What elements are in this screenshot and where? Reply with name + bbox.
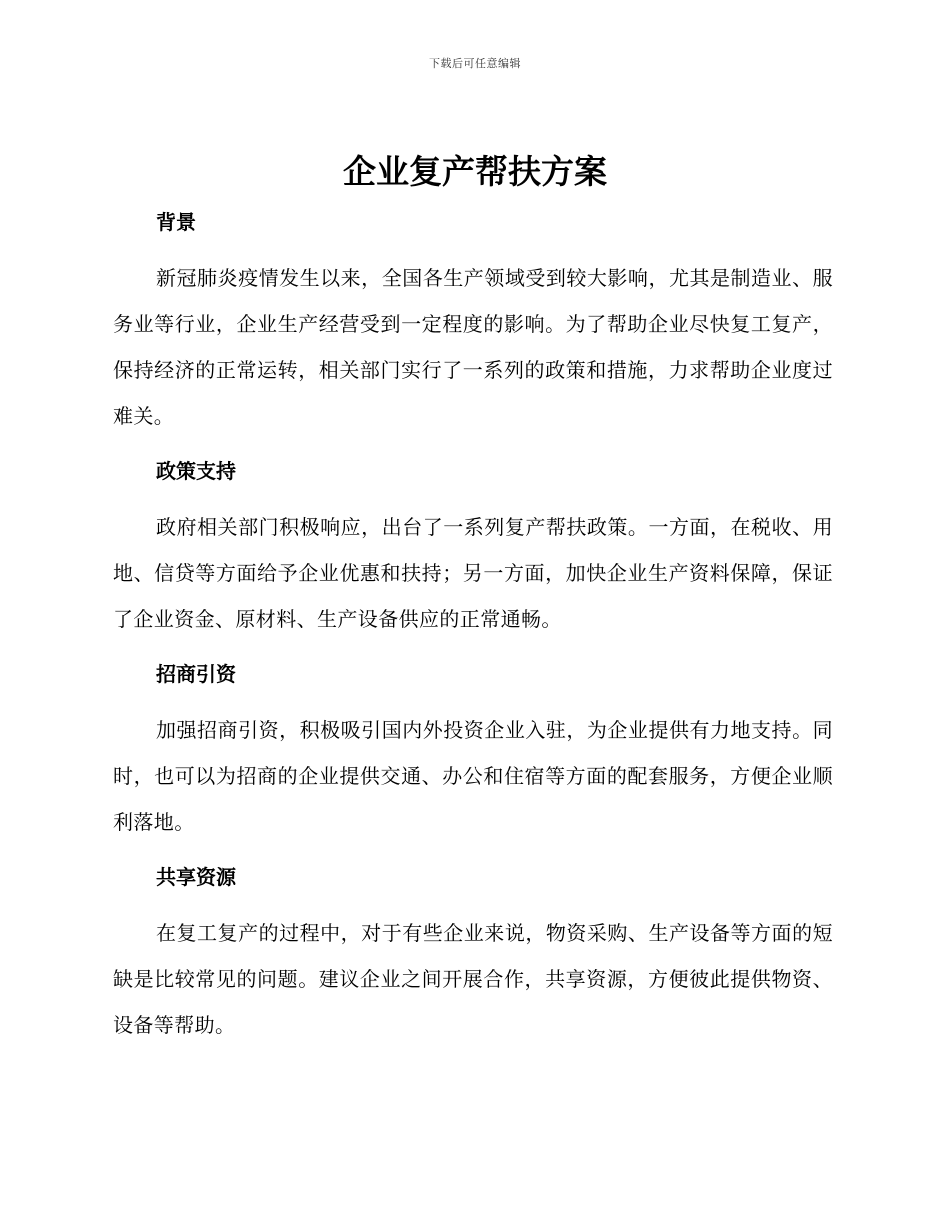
section-background <box>113 200 833 449</box>
section-paragraph: 新冠肺炎疫情发生以来，全国各生产领域受到较大影响，尤其是制造业、服务业等行业，企业生产经营受到一定程度的影响。为了帮助企业尽快复工复产，保持经济的正常运转，相关部门实行了一系列的政策和措施，力求帮助企业度过难关。 <box>113 266 833 428</box>
document-content <box>113 200 833 1048</box>
section-heading: 政策支持 <box>156 459 236 483</box>
header-note: 下载后可任意编辑 <box>429 57 521 70</box>
section-policy-support <box>113 449 833 652</box>
section-resource-sharing <box>113 855 833 1048</box>
document-title: 企业复产帮扶方案 <box>343 152 607 191</box>
section-investment-attraction <box>113 652 833 855</box>
section-paragraph: 政府相关部门积极响应，出台了一系列复产帮扶政策。一方面，在税收、用地、信贷等方面给予企业优惠和扶持；另一方面，加快企业生产资料保障，保证了企业资金、原材料、生产设备供应的正常通畅。 <box>113 515 833 631</box>
section-heading: 招商引资 <box>156 662 236 686</box>
section-heading: 背景 <box>156 210 196 234</box>
section-paragraph: 在复工复产的过程中，对于有些企业来说，物资采购、生产设备等方面的短缺是比较常见的问题。建议企业之间开展合作，共享资源，方便彼此提供物资、设备等帮助。 <box>113 921 833 1037</box>
section-paragraph: 加强招商引资，积极吸引国内外投资企业入驻，为企业提供有力地支持。同时，也可以为招商的企业提供交通、办公和住宿等方面的配套服务，方便企业顺利落地。 <box>113 718 833 834</box>
section-heading: 共享资源 <box>156 865 236 889</box>
